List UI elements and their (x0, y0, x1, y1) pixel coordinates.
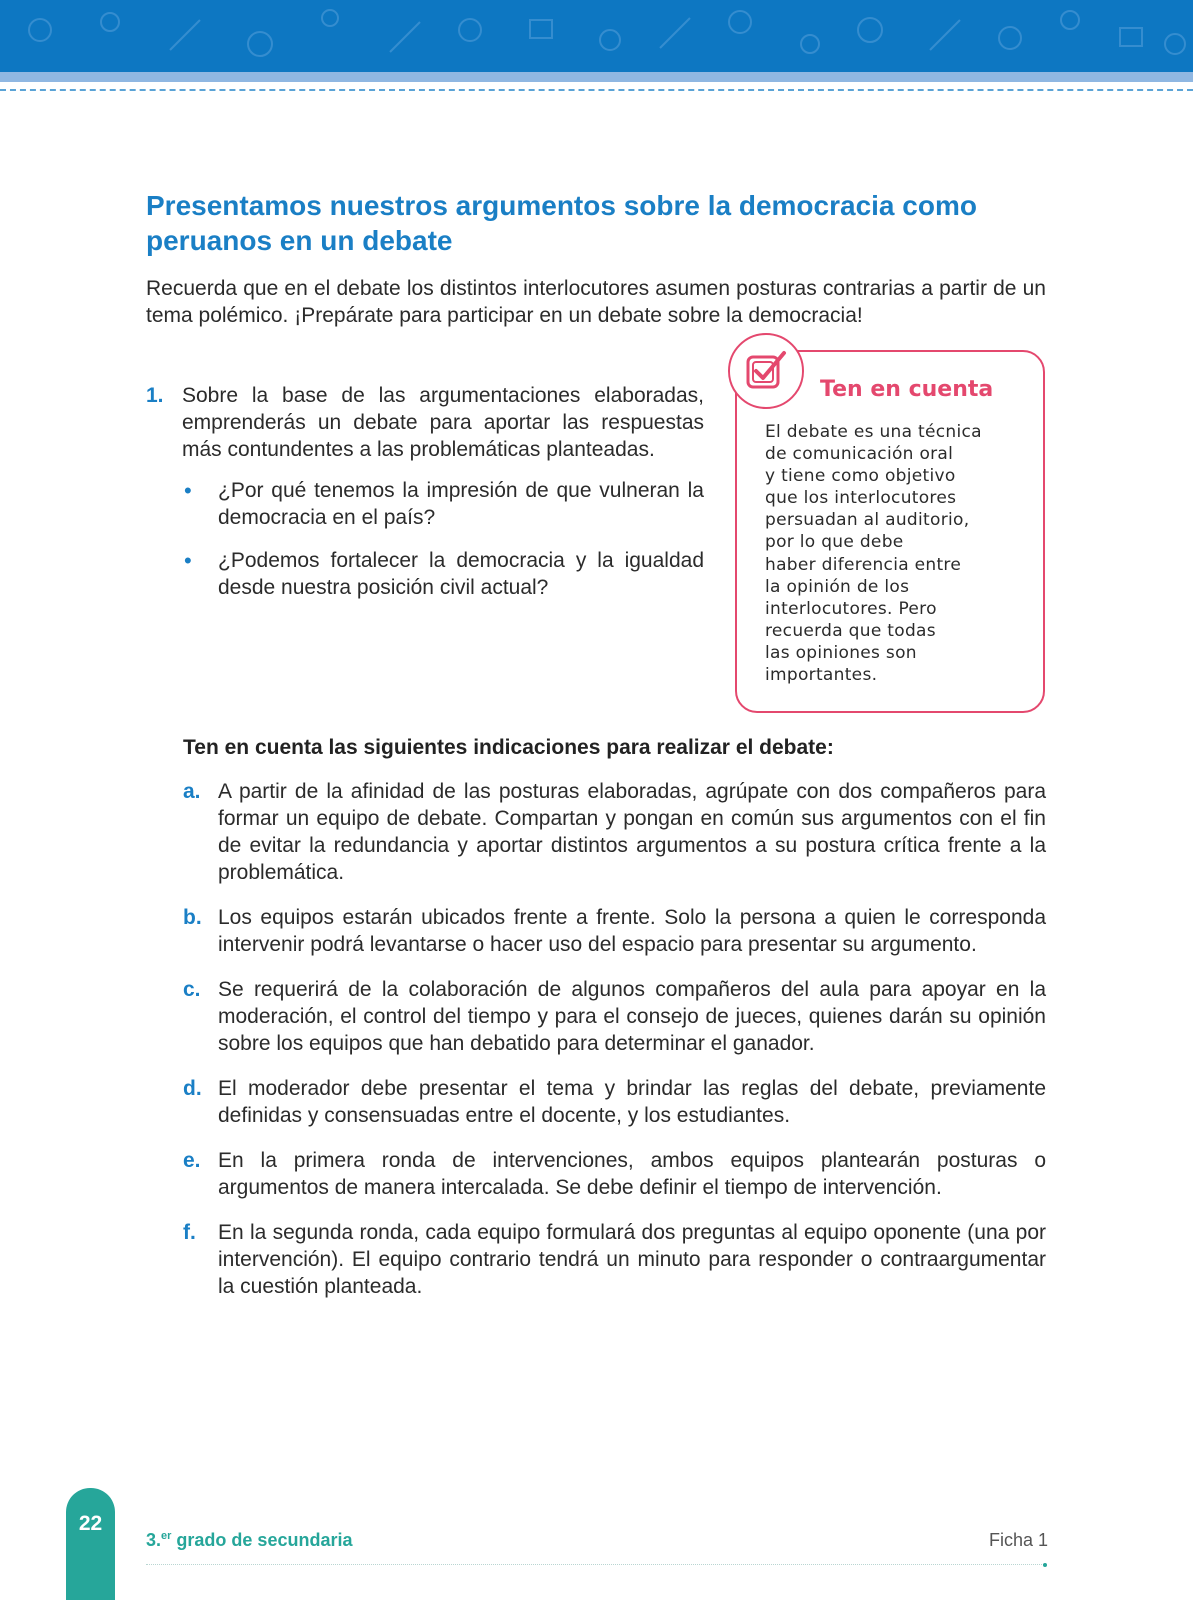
list-item (183, 1219, 1046, 1300)
gear-icon (101, 13, 119, 31)
smiley-icon (1165, 34, 1185, 54)
header-band (0, 0, 1193, 72)
item-letter: f. (183, 1221, 196, 1244)
question-number: 1. (146, 384, 164, 407)
bullet-text: ¿Podemos fortalecer la democracia y la igualdad desde nuestra posición civil actual? (218, 549, 704, 599)
item-text: Se requerirá de la colaboración de algunos compañeros del aula para apoyar en la moderación, el control del tiempo y para el consejo de jueces, quienes darán su opinión sobre los equipos que han debatido para determinar el ganador. (218, 978, 1046, 1055)
list-item (183, 778, 1046, 886)
list-item (183, 904, 1046, 958)
item-letter: d. (183, 1077, 202, 1100)
grade-superscript: er (161, 1530, 172, 1542)
gear-icon (801, 35, 819, 53)
gear-icon (600, 30, 620, 50)
pencil-icon (930, 20, 960, 50)
item-letter: e. (183, 1149, 201, 1172)
list-item (183, 1147, 1046, 1201)
smiley-icon (248, 32, 272, 56)
header-strip (0, 72, 1193, 82)
item-letter: b. (183, 906, 202, 929)
intro-paragraph: Recuerda que en el debate los distintos interlocutores asumen posturas contrarias a partir de un tema polémico. ¡Prepárate para participar en un debate sobre la democracia! (146, 277, 1046, 327)
question-bullets (146, 477, 704, 601)
callout-body: El debate es una técnica de comunicación oral y tiene como objetivo que los interlocutores persuadan al auditorio, por lo que debe haber diferencia entre la opinión de los interlocutores. Pero recuerda que todas las opiniones son importantes. (765, 422, 982, 686)
footer-divider (146, 1564, 1046, 1565)
smiley-icon (729, 11, 751, 33)
checkbox-icon (744, 349, 788, 393)
item-letter: a. (183, 780, 201, 803)
list-item (184, 477, 704, 531)
bullet-icon: • (184, 548, 192, 573)
list-item (183, 1075, 1046, 1129)
callout-badge (728, 333, 804, 409)
footer-ficha: Ficha 1 (988, 1530, 1048, 1550)
page-title: Presentamos nuestros argumentos sobre la democracia como peruanos en un debate (146, 190, 977, 256)
pencil-icon (660, 18, 690, 48)
item-text: Los equipos estarán ubicados frente a frente. Solo la persona a quien le corresponda intervenir podrá levantarse o hacer uso del espacio para presentar su argumento. (218, 906, 1046, 956)
footer-dot (1043, 1563, 1047, 1567)
header-pattern (0, 0, 1193, 72)
indications-heading: Ten en cuenta las siguientes indicaciones para realizar el debate: (183, 736, 834, 759)
pencil-icon (390, 22, 420, 52)
grade-suffix: grado de secundaria (171, 1530, 353, 1550)
item-text: A partir de la afinidad de las posturas elaboradas, agrúpate con dos compañeros para formar un equipo de debate. Compartan y pongan en común sus argumentos con el fin de evitar la redundancia y aportar distintos argumentos a su postura crítica frente a la problemática. (218, 780, 1046, 884)
question-text: Sobre la base de las argumentaciones elaboradas, emprenderás un debate para aportar las respuestas más contundentes a las problemáticas planteadas. (182, 384, 704, 461)
page-number-tab (66, 1488, 115, 1600)
lightbulb-icon (858, 18, 882, 42)
gear-icon (1061, 11, 1079, 29)
header-dashed-line (0, 89, 1193, 91)
item-text: En la primera ronda de intervenciones, ambos equipos plantearán posturas o argumentos de manera intercalada. Se debe definir el tiempo de intervención. (218, 1149, 1046, 1199)
bullet-text: ¿Por qué tenemos la impresión de que vulneran la democracia en el país? (218, 479, 704, 529)
footer-grade (146, 1530, 352, 1551)
gear-icon (322, 10, 338, 26)
smiley-icon (999, 27, 1021, 49)
smiley-icon (29, 19, 51, 41)
book-icon (530, 20, 552, 38)
list-item (184, 547, 704, 601)
page-number: 22 (78, 1512, 103, 1535)
book-icon (1120, 28, 1142, 46)
list-item (183, 976, 1046, 1057)
item-text: En la segunda ronda, cada equipo formulará dos preguntas al equipo oponente (una por intervención). El equipo contrario tendrá un minuto para responder o contraargumentar la cuestión planteada. (218, 1221, 1046, 1298)
pencil-icon (170, 20, 200, 50)
grade-prefix: 3. (146, 1530, 162, 1550)
smiley-icon (459, 19, 481, 41)
item-letter: c. (183, 978, 201, 1001)
callout-title: Ten en cuenta (820, 377, 994, 402)
bullet-icon: • (184, 478, 192, 503)
item-text: El moderador debe presentar el tema y brindar las reglas del debate, previamente definidas y consensuadas entre el docente, y los estudiantes. (218, 1077, 1046, 1127)
indications-list (183, 778, 1046, 1318)
question-1 (146, 382, 704, 617)
